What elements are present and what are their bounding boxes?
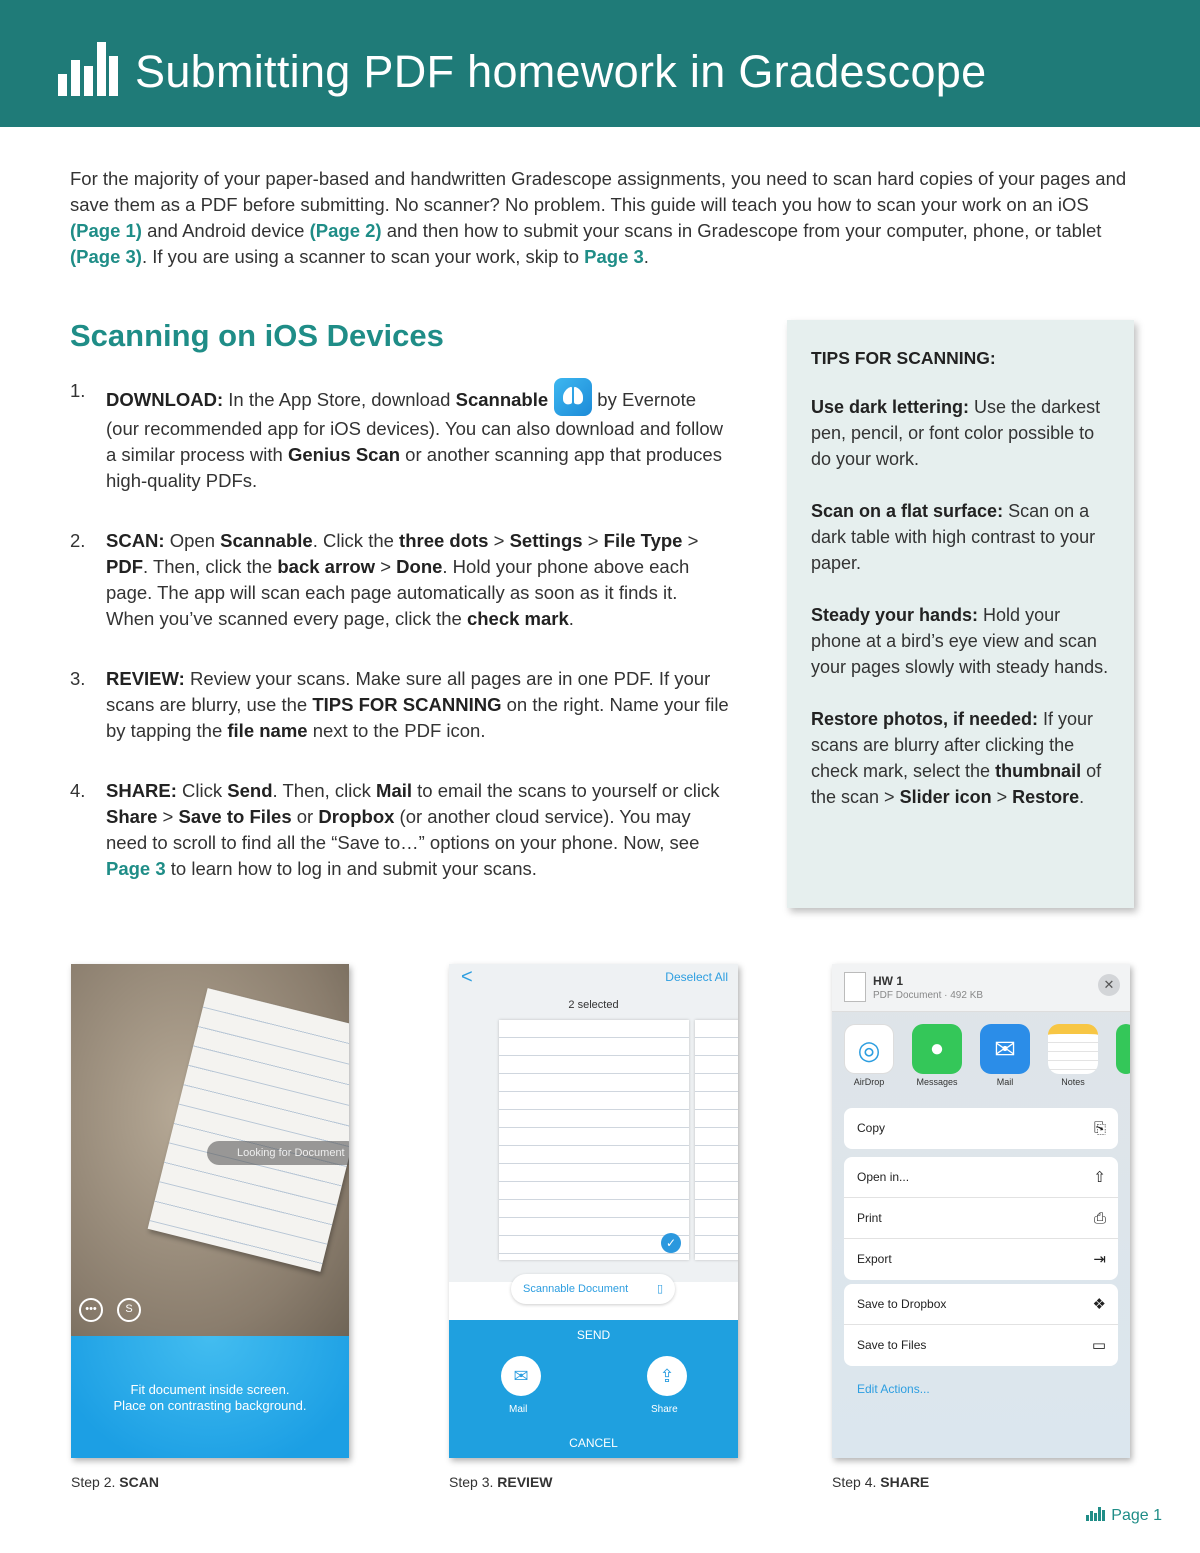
scannable-logo-icon[interactable]: S: [117, 1298, 141, 1322]
tip-steady-hands: Steady your hands: Hold your phone at a bird’s eye view and scan your pages slowly with steady hands.: [811, 605, 1109, 677]
selected-count: 2 selected: [568, 999, 619, 1011]
edit-actions-link[interactable]: Edit Actions...: [857, 1382, 930, 1396]
step-share: 4. SHARE: Click Send. Then, click Mail to email the scans to yourself or click Share > Save to Files or Dropbox (or another cloud service). You may need to scroll to find all the “Save to…” options on your phone. Now, see Page 3 to learn how to log in and submit your scans.: [70, 780, 720, 879]
page-title: Submitting PDF homework in Gradescope: [135, 46, 987, 97]
airdrop-icon[interactable]: ◎: [844, 1024, 894, 1074]
caption-step-2: Step 2. SCAN: [71, 1474, 159, 1490]
pdf-file-icon: ▯: [656, 1283, 663, 1295]
mail-app-label: Mail: [996, 1077, 1014, 1087]
actions-group: [844, 1157, 1118, 1280]
save-to-dropbox-row[interactable]: Save to Dropbox ❖: [844, 1284, 1118, 1325]
instruction-line-1: Fit document inside screen.: [130, 1382, 290, 1397]
screenshot-scan: [71, 964, 349, 1458]
steps-list: [70, 378, 730, 916]
messages-icon[interactable]: ●: [912, 1024, 962, 1074]
open-in-icon: ⇧: [1093, 1169, 1106, 1186]
cancel-button[interactable]: CANCEL: [569, 1436, 618, 1450]
document-thumbnail-icon: [844, 972, 866, 1002]
notes-icon[interactable]: [1048, 1024, 1098, 1074]
tips-box: [787, 320, 1134, 908]
file-name: HW 1: [873, 974, 903, 988]
mail-label: Mail: [509, 1404, 528, 1415]
scannable-app-icon: [554, 378, 592, 416]
more-apps-icon[interactable]: [1116, 1024, 1130, 1074]
save-to-files-row[interactable]: Save to Files ▭: [844, 1325, 1118, 1366]
copy-group: [844, 1108, 1118, 1149]
export-row[interactable]: Export ⇥: [844, 1239, 1118, 1280]
link-page-1[interactable]: (Page 1): [70, 220, 142, 241]
tip-dark-lettering: Use dark lettering: Use the darkest pen, pencil, or font color possible to do your work.: [811, 397, 1101, 469]
send-panel: [449, 1320, 738, 1458]
messages-label: Messages: [916, 1077, 958, 1087]
mail-icon[interactable]: ✉: [501, 1356, 541, 1396]
mail-app-icon[interactable]: ✉: [980, 1024, 1030, 1074]
share-label: Share: [651, 1404, 678, 1415]
link-page-2[interactable]: (Page 2): [309, 220, 382, 241]
print-row[interactable]: Print ⎙: [844, 1198, 1118, 1239]
page-number: Page 1: [1111, 1507, 1162, 1524]
gradescope-mini-logo-icon: [1086, 1507, 1106, 1521]
file-header: [832, 964, 1130, 1012]
open-in-row[interactable]: Open in... ⇧: [844, 1157, 1118, 1198]
tip-restore-photos: Restore photos, if needed: If your scans are blurry after clicking the check mark, select the thumbnail of the scan > Slider icon > Restore.: [811, 709, 1102, 807]
copy-row[interactable]: Copy ⎘: [844, 1108, 1118, 1149]
header-banner: [0, 0, 1200, 127]
screenshot-review: [449, 964, 738, 1458]
looking-for-document-badge: Looking for Document: [207, 1141, 349, 1165]
check-mark-icon[interactable]: ✓: [661, 1233, 681, 1253]
file-meta: PDF Document · 492 KB: [873, 990, 984, 1001]
folder-icon: ▭: [1091, 1337, 1106, 1354]
tip-flat-surface: Scan on a flat surface: Scan on a dark table with high contrast to your paper.: [811, 501, 1096, 573]
gradescope-logo-icon: [58, 42, 118, 96]
step-scan: 2. SCAN: Open Scannable. Click the three dots > Settings > File Type > PDF. Then, click the back arrow > Done. Hold your phone above each page. The app will scan each page automatically as soon as it finds it. When you’ve scanned every page, click the check mark.: [70, 530, 699, 629]
caption-step-4: Step 4. SHARE: [832, 1474, 930, 1490]
share-icon[interactable]: ⇪: [647, 1356, 687, 1396]
scan-thumbnail-2[interactable]: [695, 1020, 738, 1260]
file-name-pill[interactable]: [511, 1274, 675, 1304]
tips-title: TIPS FOR SCANNING:: [811, 348, 996, 368]
more-dots-icon[interactable]: •••: [79, 1298, 103, 1322]
file-name-label[interactable]: Scannable Document: [523, 1283, 629, 1295]
scan-thumbnail-1[interactable]: [499, 1020, 689, 1260]
close-icon[interactable]: ✕: [1098, 974, 1120, 996]
screenshot-share: [832, 964, 1130, 1458]
instruction-line-2: Place on contrasting background.: [113, 1398, 307, 1413]
scan-instructions-panel: [71, 1336, 349, 1458]
intro-paragraph: For the majority of your paper-based and handwritten Gradescope assignments, you need to scan hard copies of your pages and save them as a PDF before submitting. No scanner? No problem. This guide will teach you how to scan your work on an iOS (Page 1) and Android device (Page 2) and then how to submit your scans in Gradescope from your computer, phone, or tablet (Page 3). If you are using a scanner to scan your work, skip to Page 3.: [70, 168, 1127, 267]
page-footer: [1086, 1507, 1162, 1525]
copy-icon: ⎘: [1093, 1120, 1106, 1137]
link-skip-page-3[interactable]: Page 3: [584, 246, 644, 267]
step-download: 1. DOWNLOAD: In the App Store, download Scannable by Evernote (our recommended app for iOS devices). You can also download and follow a similar process with Genius Scan or another scanning app that produces high-quality PDFs.: [70, 380, 724, 491]
airdrop-label: AirDrop: [853, 1077, 885, 1087]
dropbox-icon: ❖: [1092, 1296, 1106, 1313]
link-page-3[interactable]: (Page 3): [70, 246, 142, 267]
section-title: Scanning on iOS Devices: [70, 318, 444, 353]
back-arrow-icon[interactable]: <: [461, 966, 473, 988]
caption-step-3: Step 3. REVIEW: [449, 1474, 553, 1490]
step-review: 3. REVIEW: Review your scans. Make sure all pages are in one PDF. If your scans are blurry, use the TIPS FOR SCANNING on the right. Name your file by tapping the file name next to the PDF icon.: [70, 668, 729, 741]
deselect-all-button[interactable]: Deselect All: [665, 970, 728, 984]
notes-label: Notes: [1061, 1077, 1085, 1087]
save-group: [844, 1284, 1118, 1366]
send-label: SEND: [576, 1328, 611, 1342]
link-share-page-3[interactable]: Page 3: [106, 858, 166, 879]
print-icon: ⎙: [1093, 1210, 1106, 1227]
export-icon: ⇥: [1093, 1251, 1106, 1268]
